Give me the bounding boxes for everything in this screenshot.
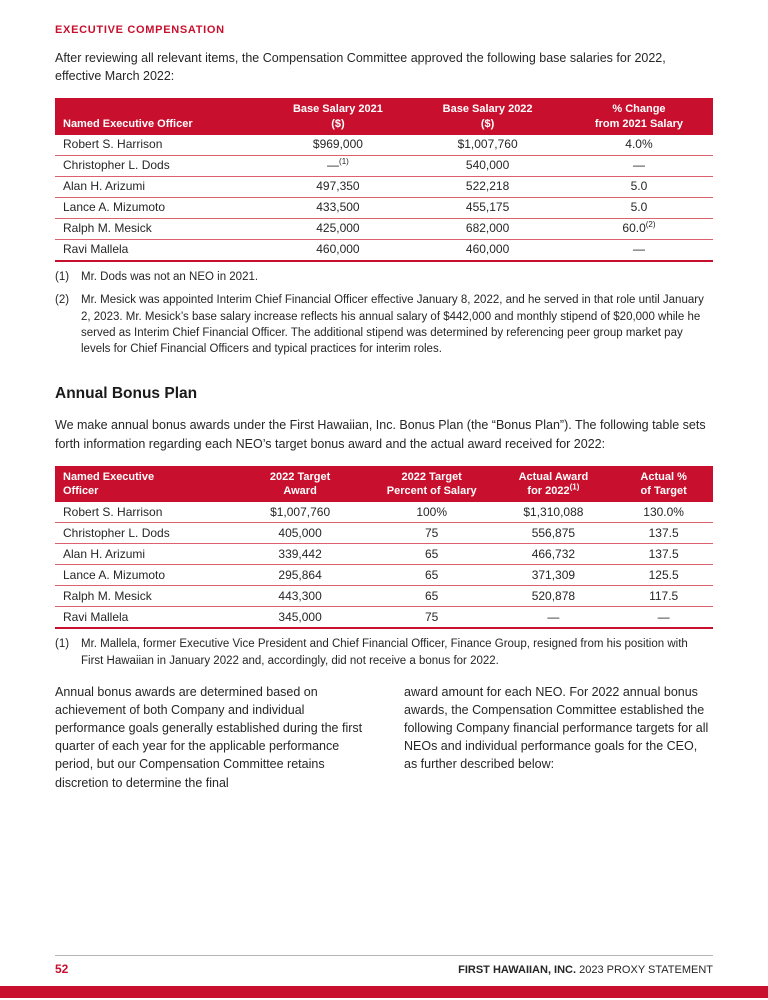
value-cell: 455,175 (410, 197, 565, 218)
value-cell: 520,878 (493, 586, 615, 607)
value-cell: 117.5 (614, 586, 713, 607)
value-cell: 75 (371, 523, 493, 544)
value-cell: —$^{(1)}$ (266, 155, 411, 176)
officer-name-cell: Ravi Mallela (55, 239, 266, 261)
header-row (55, 98, 713, 135)
officer-name-cell: Christopher L. Dods (55, 155, 266, 176)
base-salary-table-head (55, 98, 713, 135)
officer-name-cell: Ralph M. Mesick (55, 586, 229, 607)
table-row (55, 218, 713, 239)
footer-company-name: FIRST HAWAIIAN, INC. (458, 964, 577, 976)
value-cell: 5.0 (565, 197, 713, 218)
footnote (55, 269, 713, 285)
value-cell: 522,218 (410, 176, 565, 197)
value-cell: 5.0 (565, 176, 713, 197)
officer-name-cell: Lance A. Mizumoto (55, 565, 229, 586)
salary-footnotes (55, 269, 713, 358)
value-cell: 65 (371, 565, 493, 586)
bonus-awards-table-head (55, 466, 713, 503)
column-header: Named Executive Officer (55, 98, 266, 135)
page-number: 52 (55, 962, 69, 976)
column-header: 2022 Target Percent of Salary (371, 466, 493, 503)
table-row (55, 155, 713, 176)
officer-name-cell: Alan H. Arizumi (55, 544, 229, 565)
bonus-footnotes (55, 636, 713, 669)
bottom-red-bar (0, 986, 768, 998)
footnote (55, 636, 713, 669)
value-cell: 466,732 (493, 544, 615, 565)
value-cell: 125.5 (614, 565, 713, 586)
bonus-intro-paragraph: We make annual bonus awards under the First Hawaiian, Inc. Bonus Plan (the “Bonus Plan”). The following table sets forth information regarding each NEO’s target bonus award and the actual award received for 2022: (55, 418, 706, 451)
table-row (55, 586, 713, 607)
value-cell: 65 (371, 544, 493, 565)
value-cell: 682,000 (410, 218, 565, 239)
value-cell: 443,300 (229, 586, 370, 607)
column-header: % Change from 2021 Salary (565, 98, 713, 135)
body-two-columns (55, 683, 713, 792)
value-cell: 497,350 (266, 176, 411, 197)
value-cell: $969,000 (266, 135, 411, 156)
footer-title (458, 964, 713, 976)
footnote-text: Mr. Dods was not an NEO in 2021. (81, 270, 259, 283)
value-cell: 371,309 (493, 565, 615, 586)
bonus-awards-table-body (55, 502, 713, 628)
value-cell: 130.0% (614, 502, 713, 523)
column-header: Actual Award for 2022$^{(1)}$ (493, 466, 615, 503)
officer-name-cell: Lance A. Mizumoto (55, 197, 266, 218)
value-cell: $1,310,088 (493, 502, 615, 523)
table-row (55, 176, 713, 197)
value-cell: 339,442 (229, 544, 370, 565)
value-cell: 75 (371, 607, 493, 629)
value-cell: $1,007,760 (410, 135, 565, 156)
value-cell: — (493, 607, 615, 629)
footer-document-name: 2023 PROXY STATEMENT (576, 964, 713, 976)
left-column-text: Annual bonus awards are determined based on achievement of both Company and individual performance goals generally established during the first quarter of each year for the applicable performance period, but our Compensation Committee retains discretion to determine the final (55, 684, 363, 790)
footnote-marker: (1) (55, 638, 70, 651)
value-cell: 65 (371, 586, 493, 607)
base-salary-table (55, 98, 713, 262)
officer-name-cell: Christopher L. Dods (55, 523, 229, 544)
table-row (55, 565, 713, 586)
value-cell: — (614, 607, 713, 629)
officer-name-cell: Ravi Mallela (55, 607, 229, 629)
officer-name-cell: Alan H. Arizumi (55, 176, 266, 197)
table-row (55, 544, 713, 565)
bonus-awards-table (55, 466, 713, 630)
officer-name-cell: Ralph M. Mesick (55, 218, 266, 239)
value-cell: 137.5 (614, 523, 713, 544)
value-cell: — (565, 239, 713, 261)
value-cell: 460,000 (410, 239, 565, 261)
table-row (55, 523, 713, 544)
value-cell: 540,000 (410, 155, 565, 176)
right-column-text: award amount for each NEO. For 2022 annual bonus awards, the Compensation Committee established the following Company financial performance targets for all NEOs and individual performance goals for the CEO, as further described below: (404, 684, 709, 772)
value-cell: 433,500 (266, 197, 411, 218)
officer-name-cell: Robert S. Harrison (55, 502, 229, 523)
value-cell: — (565, 155, 713, 176)
table-row (55, 607, 713, 629)
footnote-text: Mr. Mesick was appointed Interim Chief Financial Officer effective January 8, 2022, and he served in that role until January 2, 2023. Mr. Mesick’s base salary increase reflects his annual salary of $442,000 and monthly stipend of $20,000 while he served as Interim Chief Financial Officer. The additional stipend was determined by referencing peer group market pay levels for Chief Financial Officers and typical practices for interim roles. (81, 294, 704, 356)
footnote-marker: (2) (55, 294, 70, 307)
column-header: Named Executive Officer (55, 466, 229, 503)
table-row (55, 239, 713, 261)
footnote-text: Mr. Mallela, former Executive Vice President and Chief Financial Officer, Finance Group, resigned from his position with First Hawaiian in January 2022 and, accordingly, did not receive a bonus for 2022. (81, 638, 688, 667)
value-cell: 345,000 (229, 607, 370, 629)
value-cell: 100% (371, 502, 493, 523)
column-header: Actual % of Target (614, 466, 713, 503)
page-footer (55, 955, 713, 976)
value-cell: 4.0% (565, 135, 713, 156)
header-row (55, 466, 713, 503)
value-cell: 295,864 (229, 565, 370, 586)
value-cell: 405,000 (229, 523, 370, 544)
section-label: EXECUTIVE COMPENSATION (55, 24, 225, 36)
table-row (55, 197, 713, 218)
annual-bonus-plan-heading: Annual Bonus Plan (55, 385, 198, 403)
footnote (55, 292, 713, 357)
officer-name-cell: Robert S. Harrison (55, 135, 266, 156)
value-cell: 137.5 (614, 544, 713, 565)
column-header: Base Salary 2022 ($) (410, 98, 565, 135)
value-cell: 460,000 (266, 239, 411, 261)
intro-paragraph: After reviewing all relevant items, the Compensation Committee approved the following base salaries for 2022, effective March 2022: (55, 51, 666, 84)
table-row (55, 135, 713, 156)
table-row (55, 502, 713, 523)
footnote-marker: (1) (55, 270, 70, 283)
column-header: Base Salary 2021 ($) (266, 98, 411, 135)
value-cell: 60.0$^{(2)}$ (565, 218, 713, 239)
value-cell: 556,875 (493, 523, 615, 544)
column-header: 2022 Target Award (229, 466, 370, 503)
base-salary-table-body (55, 135, 713, 261)
value-cell: $1,007,760 (229, 502, 370, 523)
value-cell: 425,000 (266, 218, 411, 239)
